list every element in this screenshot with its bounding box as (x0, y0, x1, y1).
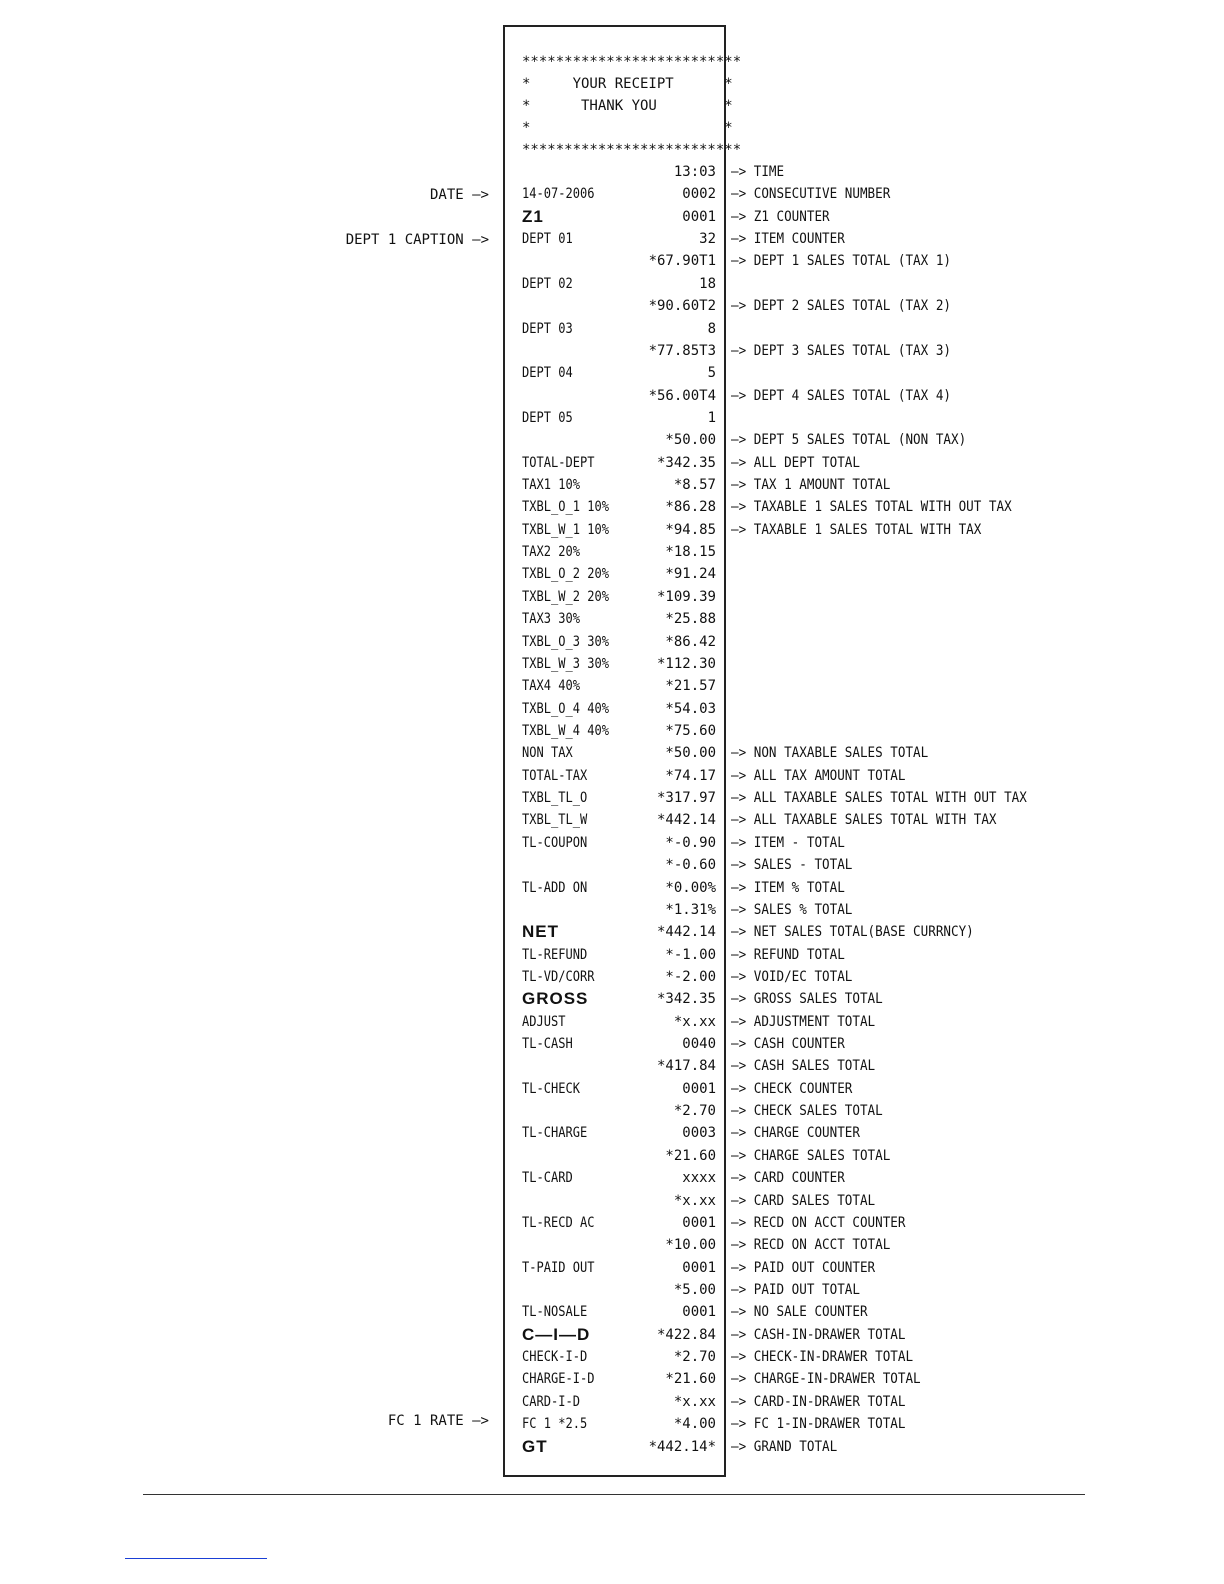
receipt-line-value: *90.60T2 (648, 298, 716, 314)
line-description: —> GROSS SALES TOTAL (731, 991, 883, 1007)
receipt-line (522, 295, 716, 317)
line-description: —> TIME (731, 164, 785, 180)
receipt-line (522, 675, 716, 697)
receipt-line-value: 32 (699, 231, 716, 247)
receipt-line-value: 0001 (682, 1215, 716, 1231)
line-description: —> CHECK SALES TOTAL (731, 1103, 883, 1119)
receipt-line-value: 0002 (682, 186, 716, 202)
line-description: —> CASH-IN-DRAWER TOTAL (731, 1327, 906, 1343)
line-description: —> ALL TAXABLE SALES TOTAL WITH OUT TAX (731, 790, 1027, 806)
receipt-line-value: *422.84 (656, 1327, 716, 1343)
receipt-line-value: 18 (699, 276, 716, 292)
receipt-line-value: *442.14* (648, 1439, 716, 1455)
line-description: —> CARD COUNTER (731, 1170, 845, 1186)
receipt-line (522, 698, 716, 720)
receipt-line-value: *77.85T3 (648, 343, 716, 359)
receipt-line-value: *10.00 (665, 1237, 716, 1253)
receipt-line-value: 0003 (682, 1125, 716, 1141)
line-description: —> ITEM % TOTAL (731, 880, 845, 896)
receipt-line-label: TL-VD/CORR (522, 969, 595, 985)
receipt-banner-line: * YOUR RECEIPT * (522, 76, 733, 92)
receipt-line-value: 0001 (682, 1081, 716, 1097)
receipt-line-label: TL-COUPON (522, 835, 588, 851)
line-description: —> RECD ON ACCT COUNTER (731, 1215, 906, 1231)
line-description: —> NO SALE COUNTER (731, 1304, 868, 1320)
receipt-line (522, 1413, 716, 1435)
receipt-line-value: *86.42 (665, 634, 716, 650)
receipt-line-value: *86.28 (665, 499, 716, 515)
receipt-line (522, 318, 716, 340)
receipt-line-label: TXBL_TL_O (522, 790, 588, 806)
receipt-line (522, 899, 716, 921)
footnote-rule (125, 1558, 267, 1559)
receipt-line (522, 228, 716, 250)
receipt-line-value: *21.60 (665, 1148, 716, 1164)
receipt-line-label: TL-NOSALE (522, 1304, 588, 1320)
receipt-line-value: *74.17 (665, 768, 716, 784)
receipt-line-value: 8 (707, 321, 716, 337)
receipt-line (522, 496, 716, 518)
receipt-line-label: TAX4 40% (522, 678, 580, 694)
receipt-line-label: TXBL_O_3 30% (522, 634, 609, 650)
receipt-line-value: *2.70 (673, 1349, 716, 1365)
receipt-line (522, 1055, 716, 1077)
receipt-line-value: *-1.00 (665, 947, 716, 963)
receipt-line-value: *54.03 (665, 701, 716, 717)
receipt-line (522, 250, 716, 272)
receipt-line-label: 14-07-2006 (522, 186, 595, 202)
receipt-line-value: *-2.00 (665, 969, 716, 985)
receipt-line (522, 1391, 716, 1413)
receipt-line-value: *442.14 (656, 924, 716, 940)
receipt-line-value: 13:03 (673, 164, 716, 180)
receipt-line-label: T-PAID OUT (522, 1260, 595, 1276)
line-description: —> CARD SALES TOTAL (731, 1193, 876, 1209)
receipt-line-value: 0040 (682, 1036, 716, 1052)
receipt-line-value: *342.35 (656, 991, 716, 1007)
receipt-line-value: *25.88 (665, 611, 716, 627)
receipt-line (522, 1212, 716, 1234)
receipt-line (522, 407, 716, 429)
receipt-line (522, 429, 716, 451)
receipt-line (522, 1279, 716, 1301)
receipt-line (522, 653, 716, 675)
receipt-line-label: TL-CHARGE (522, 1125, 588, 1141)
receipt-line (522, 1100, 716, 1122)
receipt-line-label: TXBL_TL_W (522, 812, 588, 828)
receipt-line (522, 944, 716, 966)
line-description: —> CHECK COUNTER (731, 1081, 853, 1097)
fc1-rate-callout: FC 1 RATE —> (387, 1413, 489, 1429)
footer-rule (143, 1494, 1085, 1495)
receipt-line (522, 720, 716, 742)
receipt-line-label: TXBL_W_3 30% (522, 656, 609, 672)
receipt-line (522, 1368, 716, 1390)
receipt-line (522, 385, 716, 407)
receipt-line (522, 1011, 716, 1033)
receipt-line-label: TOTAL-DEPT (522, 455, 595, 471)
line-description: —> VOID/EC TOTAL (731, 969, 853, 985)
receipt-line-label: NET (522, 922, 559, 941)
receipt-line-value: *0.00% (665, 880, 716, 896)
receipt-line-label: TL-CHECK (522, 1081, 580, 1097)
line-description: —> ALL TAXABLE SALES TOTAL WITH TAX (731, 812, 997, 828)
line-description: —> TAXABLE 1 SALES TOTAL WITH OUT TAX (731, 499, 1012, 515)
receipt-line (522, 1190, 716, 1212)
line-description: —> GRAND TOTAL (731, 1439, 838, 1455)
receipt-line (522, 362, 716, 384)
receipt-line (522, 921, 716, 943)
receipt-banner-line: * THANK YOU * (522, 98, 733, 114)
line-description: —> PAID OUT COUNTER (731, 1260, 876, 1276)
receipt-line-label: Z1 (522, 207, 544, 226)
receipt-line-value: *21.57 (665, 678, 716, 694)
receipt-line (522, 787, 716, 809)
receipt-line (522, 765, 716, 787)
receipt-line-label: DEPT 03 (522, 321, 573, 337)
receipt-line-value: 0001 (682, 1304, 716, 1320)
receipt-line-label: DEPT 04 (522, 365, 573, 381)
receipt-line (522, 631, 716, 653)
receipt-line-value: xxxx (682, 1170, 716, 1186)
line-description: —> NET SALES TOTAL(BASE CURRNCY) (731, 924, 974, 940)
line-description: —> RECD ON ACCT TOTAL (731, 1237, 891, 1253)
receipt-line-label: FC 1 *2.5 (522, 1416, 588, 1432)
receipt-line (522, 832, 716, 854)
receipt-line-label: CARD-I-D (522, 1394, 580, 1410)
dept1-caption-callout: DEPT 1 CAPTION —> (345, 232, 489, 248)
receipt-line-value: *x.xx (673, 1394, 716, 1410)
receipt-line-label: CHARGE-I-D (522, 1371, 595, 1387)
receipt-line-label: GT (522, 1437, 548, 1456)
receipt-line (522, 1436, 716, 1458)
receipt-line (522, 877, 716, 899)
receipt-line-label: DEPT 05 (522, 410, 573, 426)
receipt-line (522, 206, 716, 228)
receipt-line (522, 1257, 716, 1279)
receipt-line (522, 608, 716, 630)
receipt-line-value: *21.60 (665, 1371, 716, 1387)
line-description: —> CHARGE-IN-DRAWER TOTAL (731, 1371, 921, 1387)
receipt-line-label: TXBL_O_1 10% (522, 499, 609, 515)
receipt-line-value: 1 (707, 410, 716, 426)
receipt-line-label: C—I—D (522, 1325, 591, 1344)
receipt-banner-line: * * (522, 120, 733, 136)
receipt-line-label: TXBL_W_2 20% (522, 589, 609, 605)
receipt-line (522, 183, 716, 205)
line-description: —> TAX 1 AMOUNT TOTAL (731, 477, 891, 493)
receipt-line (522, 273, 716, 295)
receipt-line-label: ADJUST (522, 1014, 566, 1030)
receipt-line-value: *x.xx (673, 1193, 716, 1209)
receipt-line (522, 586, 716, 608)
receipt-line (522, 742, 716, 764)
receipt-line-label: DEPT 01 (522, 231, 573, 247)
receipt-line (522, 854, 716, 876)
receipt-line-label: TL-CARD (522, 1170, 573, 1186)
receipt-line-label: TAX2 20% (522, 544, 580, 560)
receipt-line (522, 1234, 716, 1256)
receipt-line-value: *4.00 (673, 1416, 716, 1432)
line-description: —> CASH COUNTER (731, 1036, 845, 1052)
receipt-banner-line: ************************** (522, 54, 742, 70)
receipt-line (522, 1078, 716, 1100)
line-description: —> ALL DEPT TOTAL (731, 455, 860, 471)
receipt-line (522, 1145, 716, 1167)
receipt-line-value: 0001 (682, 209, 716, 225)
receipt-line-label: TAX3 30% (522, 611, 580, 627)
line-description: —> DEPT 3 SALES TOTAL (TAX 3) (731, 343, 951, 359)
receipt-line (522, 1301, 716, 1323)
receipt-line-value: *-0.60 (665, 857, 716, 873)
line-description: —> SALES - TOTAL (731, 857, 853, 873)
line-description: —> CHARGE COUNTER (731, 1125, 860, 1141)
receipt-line-value: *67.90T1 (648, 253, 716, 269)
receipt-line-value: *75.60 (665, 723, 716, 739)
receipt-line (522, 161, 716, 183)
line-description: —> PAID OUT TOTAL (731, 1282, 860, 1298)
receipt-line-value: *56.00T4 (648, 388, 716, 404)
receipt-line (522, 563, 716, 585)
receipt-line-label: TL-REFUND (522, 947, 588, 963)
line-description: —> SALES % TOTAL (731, 902, 853, 918)
receipt-line-label: TXBL_O_2 20% (522, 566, 609, 582)
line-description: —> DEPT 2 SALES TOTAL (TAX 2) (731, 298, 951, 314)
line-description: —> CASH SALES TOTAL (731, 1058, 876, 1074)
receipt-line-value: *-0.90 (665, 835, 716, 851)
receipt-line-label: TOTAL-TAX (522, 768, 588, 784)
receipt-line-value: *112.30 (656, 656, 716, 672)
receipt-line-value: *417.84 (656, 1058, 716, 1074)
line-description: —> DEPT 1 SALES TOTAL (TAX 1) (731, 253, 951, 269)
receipt-line-value: *94.85 (665, 522, 716, 538)
receipt-line (522, 1033, 716, 1055)
line-description: —> Z1 COUNTER (731, 209, 830, 225)
receipt-line-value: *8.57 (673, 477, 716, 493)
date-callout: DATE —> (429, 187, 489, 203)
receipt-line-value: 5 (707, 365, 716, 381)
receipt-line-value: *1.31% (665, 902, 716, 918)
receipt-line (522, 1122, 716, 1144)
receipt-line-label: TL-CASH (522, 1036, 573, 1052)
receipt-line (522, 1324, 716, 1346)
receipt-line (522, 1346, 716, 1368)
receipt-line-value: *5.00 (673, 1282, 716, 1298)
receipt-line (522, 452, 716, 474)
receipt-line (522, 474, 716, 496)
receipt-line (522, 1167, 716, 1189)
receipt-banner-line: ************************** (522, 142, 742, 158)
receipt-line-value: *2.70 (673, 1103, 716, 1119)
receipt-line-value: 0001 (682, 1260, 716, 1276)
receipt-line-label: TAX1 10% (522, 477, 580, 493)
line-description: —> CHECK-IN-DRAWER TOTAL (731, 1349, 914, 1365)
line-description: —> TAXABLE 1 SALES TOTAL WITH TAX (731, 522, 982, 538)
receipt-line-label: CHECK-I-D (522, 1349, 588, 1365)
receipt-line-label: TL-ADD ON (522, 880, 588, 896)
line-description: —> CHARGE SALES TOTAL (731, 1148, 891, 1164)
line-description: —> ITEM - TOTAL (731, 835, 845, 851)
line-description: —> ALL TAX AMOUNT TOTAL (731, 768, 906, 784)
line-description: —> ITEM COUNTER (731, 231, 845, 247)
receipt-line (522, 519, 716, 541)
receipt-line-label: TXBL_O_4 40% (522, 701, 609, 717)
receipt-line-label: GROSS (522, 989, 589, 1008)
receipt-line-label: TL-RECD AC (522, 1215, 595, 1231)
line-description: —> FC 1-IN-DRAWER TOTAL (731, 1416, 906, 1432)
receipt-line (522, 340, 716, 362)
receipt-line-value: *442.14 (656, 812, 716, 828)
receipt-line (522, 966, 716, 988)
receipt-line (522, 809, 716, 831)
receipt-line-label: NON TAX (522, 745, 573, 761)
receipt-line-value: *317.97 (656, 790, 716, 806)
line-description: —> DEPT 5 SALES TOTAL (NON TAX) (731, 432, 967, 448)
receipt-line-value: *18.15 (665, 544, 716, 560)
receipt-line-value: *x.xx (673, 1014, 716, 1030)
receipt-line (522, 988, 716, 1010)
receipt-line-value: *50.00 (665, 432, 716, 448)
receipt-line-label: TXBL_W_1 10% (522, 522, 609, 538)
line-description: —> CARD-IN-DRAWER TOTAL (731, 1394, 906, 1410)
receipt-line-value: *91.24 (665, 566, 716, 582)
receipt-line-value: *342.35 (656, 455, 716, 471)
receipt-line (522, 541, 716, 563)
receipt-line-value: *109.39 (656, 589, 716, 605)
receipt-line-label: TXBL_W_4 40% (522, 723, 609, 739)
line-description: —> CONSECUTIVE NUMBER (731, 186, 891, 202)
line-description: —> DEPT 4 SALES TOTAL (TAX 4) (731, 388, 951, 404)
line-description: —> ADJUSTMENT TOTAL (731, 1014, 876, 1030)
receipt-line-label: DEPT 02 (522, 276, 573, 292)
receipt-line-value: *50.00 (665, 745, 716, 761)
line-description: —> NON TAXABLE SALES TOTAL (731, 745, 929, 761)
line-description: —> REFUND TOTAL (731, 947, 845, 963)
